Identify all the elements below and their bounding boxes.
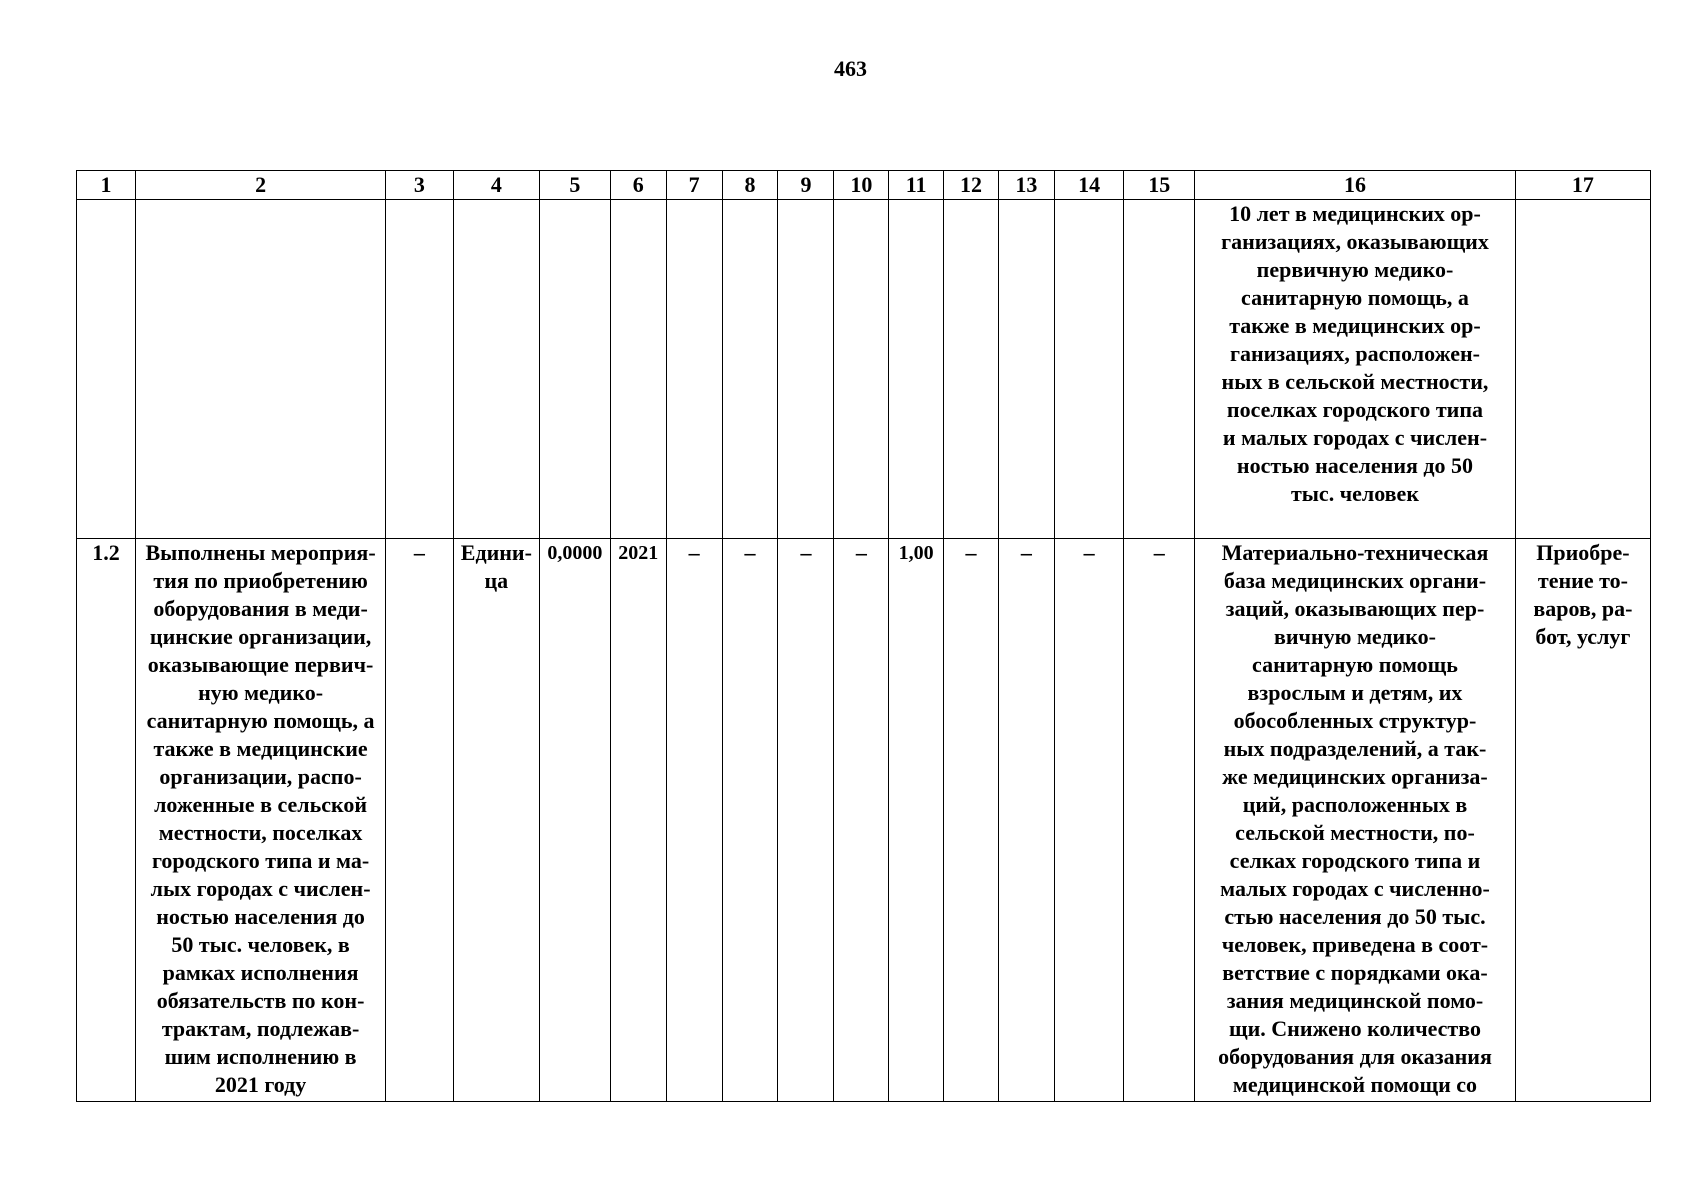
cell-col-3: –: [386, 539, 454, 1102]
cell-col-10: –: [834, 539, 889, 1102]
header-col-5: 5: [540, 171, 611, 200]
header-col-1: 1: [77, 171, 136, 200]
header-col-16: 16: [1195, 171, 1516, 200]
cell-empty: [889, 200, 944, 539]
cell-empty: [136, 200, 386, 539]
header-col-6: 6: [610, 171, 666, 200]
cell-empty: [386, 200, 454, 539]
table-row-1-2: [77, 539, 1651, 1102]
cell-empty: [77, 200, 136, 539]
cell-col-7: –: [666, 539, 722, 1102]
cell-unit: Едини- ца: [453, 539, 540, 1102]
cell-empty: [834, 200, 889, 539]
header-col-15: 15: [1124, 171, 1195, 200]
cell-col-13: –: [998, 539, 1054, 1102]
cell-empty: [722, 200, 778, 539]
header-col-17: 17: [1515, 171, 1650, 200]
table-row-continuation: [77, 200, 1651, 539]
cell-event-description: Выполнены мероприя- тия по приобретению оборудования в меди- цинские организации, оказывающие первич- ную медико- санитарную помощь, а также в медицинские организации, распо- ложенные в сельской местности, поселках городского типа и ма- лых городах с числен- ностью населения до 50 тыс. человек, в рамках исполнения обязательств по кон- трактам, подлежав- шим исполнению в 2021 году: [136, 539, 386, 1102]
cell-row-number: 1.2: [77, 539, 136, 1102]
cell-col-15: –: [1124, 539, 1195, 1102]
cell-empty: [453, 200, 540, 539]
cell-empty: [778, 200, 834, 539]
cell-col-14: –: [1054, 539, 1124, 1102]
header-col-4: 4: [453, 171, 540, 200]
cell-col-9: –: [778, 539, 834, 1102]
data-table: [76, 170, 1651, 1102]
cell-result-continuation: 10 лет в медицинских ор- ганизациях, оказывающих первичную медико- санитарную помощь, а также в медицинских ор- ганизациях, расположен- ных в сельской местности, поселках городского типа и малых городах с числен- ностью населения до 50 тыс. человек: [1195, 200, 1516, 539]
cell-base-year: 2021: [610, 539, 666, 1102]
cell-col-8: –: [722, 539, 778, 1102]
page-number: 463: [834, 56, 867, 81]
cell-result-description: Материально-техническая база медицинских органи- заций, оказывающих пер- вичную медико- санитарную помощь взрослым и детям, их обособленных структур- ных подразделений, а так- же медицинских организа- ций, расположенных в сельской местности, по- селках городского типа и малых городах с численно- стью населения до 50 тыс. человек, приведена в соот- ветствие с порядками ока- зания медицинской помо- щи. Снижено количество оборудования для оказания медицинской помощи со: [1195, 539, 1516, 1102]
cell-empty: [666, 200, 722, 539]
cell-base-value: 0,0000: [540, 539, 611, 1102]
cell-empty: [1515, 200, 1650, 539]
header-row: [77, 171, 1651, 200]
cell-col-11: 1,00: [889, 539, 944, 1102]
cell-empty: [1054, 200, 1124, 539]
header-col-3: 3: [386, 171, 454, 200]
cell-empty: [998, 200, 1054, 539]
header-col-12: 12: [944, 171, 999, 200]
cell-empty: [610, 200, 666, 539]
cell-empty: [540, 200, 611, 539]
header-col-7: 7: [666, 171, 722, 200]
header-col-11: 11: [889, 171, 944, 200]
header-col-13: 13: [998, 171, 1054, 200]
cell-col-12: –: [944, 539, 999, 1102]
cell-type: Приобре- тение то- варов, ра- бот, услуг: [1515, 539, 1650, 1102]
header-col-14: 14: [1054, 171, 1124, 200]
cell-empty: [944, 200, 999, 539]
header-col-9: 9: [778, 171, 834, 200]
header-col-10: 10: [834, 171, 889, 200]
header-col-8: 8: [722, 171, 778, 200]
header-col-2: 2: [136, 171, 386, 200]
cell-empty: [1124, 200, 1195, 539]
